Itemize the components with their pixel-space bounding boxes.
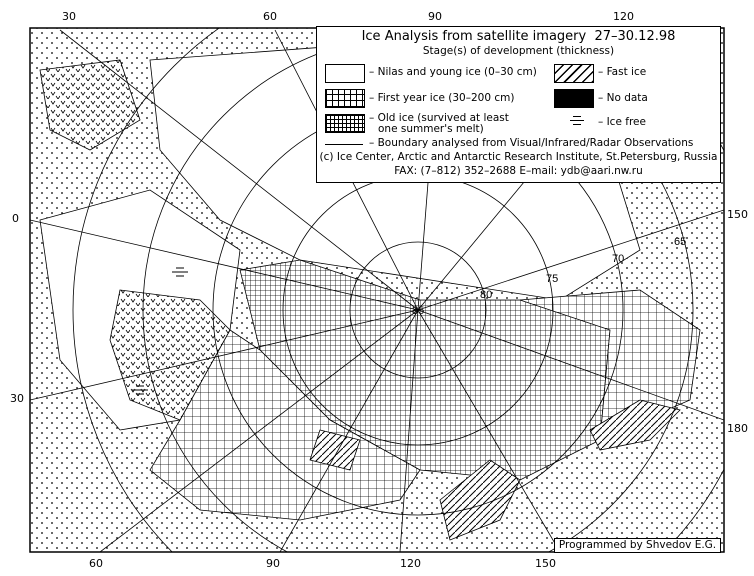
lat-label-85: 85 [412,305,425,317]
first-year-swatch [325,89,365,108]
lat-label-80: 80 [480,289,493,301]
old-ice-label-1: – Old ice (survived at least [369,112,509,124]
no-data-swatch [554,89,594,108]
lat-label-70: 70 [612,253,625,265]
axis-top-90: 90 [428,10,442,23]
legend-subtitle: Stage(s) of development (thickness) [422,45,615,57]
axis-bottom-60: 60 [89,557,103,570]
nilas-swatch [325,64,365,83]
axis-top-60: 60 [263,10,277,23]
axis-bottom-120: 120 [400,557,421,570]
old-ice-swatch [325,114,365,133]
axis-top-120: 120 [613,10,634,23]
no-data-label: – No data [598,92,648,104]
legend-box [316,26,721,183]
lat-label-65: 65 [674,236,687,248]
ice-free-label: – Ice free [598,116,646,128]
axis-left-30: 30 [10,392,24,405]
legend-title: Ice Analysis from satellite imagery 27–30.12.98 [361,29,676,44]
axis-bottom-90: 90 [266,557,280,570]
first-year-label: – First year ice (30–200 cm) [369,92,515,104]
axis-right-180: 180 [727,422,748,435]
ice-free-swatch [570,115,584,127]
axis-left-0: 0 [12,212,19,225]
credit-label: Programmed by Shvedov E.G. [554,538,721,553]
contact-text: FAX: (7–812) 352–2688 E–mail: ydb@aari.nw.ru [394,165,643,177]
boundary-line-sample [325,144,363,145]
boundary-label: – Boundary analysed from Visual/Infrared/Radar Observations [369,137,694,149]
old-ice-label-2: one summer's melt) [378,123,484,135]
nilas-label: – Nilas and young ice (0–30 cm) [369,66,537,78]
axis-right-150: 150 [727,208,748,221]
axis-top-30: 30 [62,10,76,23]
axis-bottom-150: 150 [535,557,556,570]
lat-label-75: 75 [546,273,559,285]
fast-ice-label: – Fast ice [598,66,647,78]
institute-text: (c) Ice Center, Arctic and Antarctic Research Institute, St.Petersburg, Russia [319,151,718,163]
fast-ice-swatch [554,64,594,83]
